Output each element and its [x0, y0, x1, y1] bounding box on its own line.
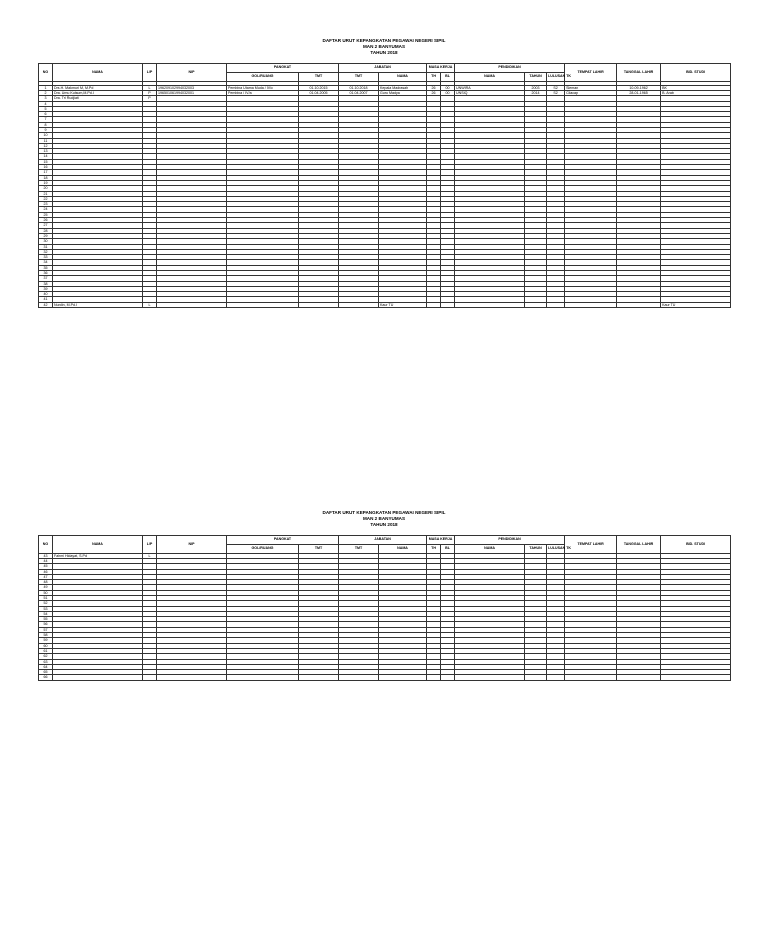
col-masa-kerja: MASA KERJA	[427, 535, 455, 544]
cell-no: 46	[39, 569, 53, 574]
cell-tmt	[299, 675, 339, 680]
cell-jab_tmt	[339, 302, 379, 307]
cell-no: 58	[39, 633, 53, 638]
col-bl: BL	[441, 72, 455, 81]
cell-jab_nama: Guru Madya	[379, 90, 427, 95]
cell-pend_nama	[455, 302, 525, 307]
cell-no: 18	[39, 175, 53, 180]
title-line-2: MAN 2 BANYUMAS	[362, 516, 406, 522]
table-body-2	[39, 553, 731, 680]
document-title	[38, 38, 730, 57]
cell-no: 45	[39, 564, 53, 569]
cell-tmt: 01.10.2015	[299, 85, 339, 90]
cell-no: 3	[39, 96, 53, 101]
col-tempat-lahir: TEMPAT LAHIR	[565, 63, 617, 81]
title-line-3: TAHUN 2018	[370, 522, 398, 528]
col-jabatan-nama: NAMA	[379, 72, 427, 81]
cell-no: 35	[39, 265, 53, 270]
cell-th: 26	[427, 85, 441, 90]
cell-tmt	[299, 302, 339, 307]
col-tahun: TAHUN	[525, 544, 547, 553]
cell-no: 42	[39, 302, 53, 307]
cell-no: 56	[39, 622, 53, 627]
cell-pend_nama: UNSIQ	[455, 90, 525, 95]
col-pangkat-tmt: TMT	[299, 72, 339, 81]
cell-th	[427, 302, 441, 307]
cell-tahun: 2003	[525, 85, 547, 90]
col-jabatan: JABATAN	[339, 535, 427, 544]
cell-th: 26	[427, 90, 441, 95]
col-nama: NAMA	[53, 535, 143, 553]
staff-table-2	[38, 535, 731, 681]
col-pendidikan: PENDIDIKAN	[455, 63, 565, 72]
table-row	[39, 302, 731, 307]
col-pendidikan: PENDIDIKAN	[455, 535, 565, 544]
col-jabatan: JABATAN	[339, 63, 427, 72]
cell-no: 27	[39, 223, 53, 228]
cell-th	[427, 675, 441, 680]
col-th: TH	[427, 544, 441, 553]
cell-tgl: 10-09-1962	[617, 85, 661, 90]
cell-no: 64	[39, 664, 53, 669]
cell-lp: L	[143, 85, 157, 90]
cell-lp: L	[143, 302, 157, 307]
cell-nip: 196501061994032001	[157, 90, 227, 95]
cell-bid: Kaur TU	[661, 302, 731, 307]
cell-tgl	[617, 675, 661, 680]
cell-jab_nama: Kepala Madrasah	[379, 85, 427, 90]
cell-tempat	[565, 302, 617, 307]
cell-gol: Pembina Utama Muda / IV/c	[227, 85, 299, 90]
cell-no: 66	[39, 675, 53, 680]
cell-no: 1	[39, 85, 53, 90]
cell-no: 65	[39, 670, 53, 675]
cell-no: 7	[39, 117, 53, 122]
cell-no: 62	[39, 654, 53, 659]
cell-no: 44	[39, 558, 53, 563]
col-nama: NAMA	[53, 63, 143, 81]
cell-jab_tmt: 01.04.2007	[339, 90, 379, 95]
cell-nama	[53, 675, 143, 680]
cell-tk: S2	[547, 90, 565, 95]
col-lp: L/P	[143, 63, 157, 81]
cell-no: 14	[39, 154, 53, 159]
cell-no: 24	[39, 207, 53, 212]
col-pend-nama: NAMA	[455, 544, 525, 553]
cell-no: 15	[39, 159, 53, 164]
cell-no: 50	[39, 590, 53, 595]
cell-no: 25	[39, 212, 53, 217]
cell-no: 29	[39, 233, 53, 238]
cell-no: 52	[39, 601, 53, 606]
cell-tahun: 2014	[525, 90, 547, 95]
cell-no: 43	[39, 553, 53, 558]
cell-nip	[157, 302, 227, 307]
cell-pend_nama	[455, 675, 525, 680]
cell-jab_tmt: 01.10.2018	[339, 85, 379, 90]
cell-no: 49	[39, 585, 53, 590]
cell-gol	[227, 675, 299, 680]
document-title-2	[38, 510, 730, 529]
col-nip: NIP	[157, 63, 227, 81]
table-row	[39, 675, 731, 680]
cell-no: 19	[39, 180, 53, 185]
cell-no: 36	[39, 271, 53, 276]
cell-nama: Drs.H. Makmuri M, M.Pd	[53, 85, 143, 90]
col-bid-studi: BID. STUDI	[661, 63, 731, 81]
cell-no: 40	[39, 292, 53, 297]
cell-no: 2	[39, 90, 53, 95]
cell-tk	[547, 302, 565, 307]
title-line-1: DAFTAR URUT KEPANGKATAN PEGAWAI NEGERI SIPIL	[322, 510, 446, 515]
cell-bid: B. Arab	[661, 90, 731, 95]
cell-nama: Dra. Umu Kulsum,M.Pd.I	[53, 90, 143, 95]
title-line-1: DAFTAR URUT KEPANGKATAN PEGAWAI NEGERI SIPIL	[322, 38, 446, 43]
cell-bl	[441, 302, 455, 307]
cell-no: 22	[39, 196, 53, 201]
cell-tahun	[525, 302, 547, 307]
cell-no: 32	[39, 249, 53, 254]
cell-tmt: 01.04.2005	[299, 90, 339, 95]
cell-nip	[157, 675, 227, 680]
cell-no: 51	[39, 595, 53, 600]
cell-lp: L	[143, 553, 157, 558]
cell-no: 4	[39, 101, 53, 106]
sheet-page-1	[38, 38, 730, 308]
cell-pend_nama: UNWIRA	[455, 85, 525, 90]
cell-no: 10	[39, 133, 53, 138]
cell-no: 11	[39, 138, 53, 143]
cell-no: 31	[39, 244, 53, 249]
col-pangkat: PANGKAT	[227, 535, 339, 544]
col-nip: NIP	[157, 535, 227, 553]
col-tempat-lahir: TEMPAT LAHIR	[565, 535, 617, 553]
cell-no: 59	[39, 638, 53, 643]
cell-bid	[661, 675, 731, 680]
cell-no: 38	[39, 281, 53, 286]
col-lulusan: LULUSAN TK	[547, 544, 565, 553]
cell-no: 54	[39, 611, 53, 616]
cell-lp	[143, 675, 157, 680]
cell-no: 23	[39, 202, 53, 207]
col-lulusan: LULUSAN TK	[547, 72, 565, 81]
col-jabatan-nama: NAMA	[379, 544, 427, 553]
cell-no: 53	[39, 606, 53, 611]
col-lp: L/P	[143, 535, 157, 553]
cell-no: 5	[39, 106, 53, 111]
cell-tahun	[525, 675, 547, 680]
cell-nip: 196209102994032003	[157, 85, 227, 90]
cell-no: 13	[39, 149, 53, 154]
cell-gol: Pembina / IV/a	[227, 90, 299, 95]
col-tanggal-lahir: TANGGAL LAHIR	[617, 63, 661, 81]
cell-no: 39	[39, 286, 53, 291]
col-bid-studi: BID. STUDI	[661, 535, 731, 553]
cell-no: 17	[39, 170, 53, 175]
col-golruang: GOL/RUANG	[227, 544, 299, 553]
cell-lp: P	[143, 90, 157, 95]
col-no: NO	[39, 535, 53, 553]
cell-no: 37	[39, 276, 53, 281]
cell-nama: Fahmi Hidayat, S.Pd	[53, 553, 143, 558]
cell-no: 47	[39, 574, 53, 579]
cell-tk: S2	[547, 85, 565, 90]
cell-nama: Dra. Tri Rudjiati	[53, 96, 143, 101]
cell-bl: 00	[441, 85, 455, 90]
col-pend-nama: NAMA	[455, 72, 525, 81]
cell-no: 41	[39, 297, 53, 302]
cell-bid: BK	[661, 85, 731, 90]
col-masa-kerja: MASA KERJA	[427, 63, 455, 72]
cell-tgl: 28-01-1965	[617, 90, 661, 95]
cell-jab_nama: Kaur TU	[379, 302, 427, 307]
cell-no: 20	[39, 186, 53, 191]
col-th: TH	[427, 72, 441, 81]
table-header-2	[39, 535, 731, 553]
cell-no: 34	[39, 260, 53, 265]
cell-tempat: Sleman	[565, 85, 617, 90]
col-jabatan-tmt: TMT	[339, 544, 379, 553]
cell-no: 33	[39, 255, 53, 260]
col-pangkat: PANGKAT	[227, 63, 339, 72]
cell-no: 16	[39, 165, 53, 170]
cell-no: 57	[39, 627, 53, 632]
cell-tempat	[565, 675, 617, 680]
cell-no: 30	[39, 239, 53, 244]
cell-tgl	[617, 302, 661, 307]
cell-no: 21	[39, 191, 53, 196]
cell-no: 6	[39, 112, 53, 117]
cell-no: 9	[39, 127, 53, 132]
cell-tk	[547, 675, 565, 680]
cell-lp: P	[143, 96, 157, 101]
cell-no: 55	[39, 617, 53, 622]
col-jabatan-tmt: TMT	[339, 72, 379, 81]
cell-no: 26	[39, 218, 53, 223]
cell-no: 12	[39, 143, 53, 148]
title-line-2: MAN 2 BANYUMAS	[362, 44, 406, 50]
cell-bl: 00	[441, 90, 455, 95]
col-tahun: TAHUN	[525, 72, 547, 81]
staff-table-1	[38, 63, 731, 308]
cell-no: 48	[39, 580, 53, 585]
col-golruang: GOL/RUANG	[227, 72, 299, 81]
cell-gol	[227, 302, 299, 307]
col-bl: BL	[441, 544, 455, 553]
cell-no: 61	[39, 648, 53, 653]
cell-jab_nama	[379, 675, 427, 680]
cell-nama: Nurdin, M.Pd.I	[53, 302, 143, 307]
table-header-1	[39, 63, 731, 85]
cell-bl	[441, 675, 455, 680]
cell-no: 60	[39, 643, 53, 648]
title-line-3: TAHUN 2018	[370, 50, 398, 56]
cell-no: 63	[39, 659, 53, 664]
col-no: NO	[39, 63, 53, 81]
table-body-1	[39, 85, 731, 307]
cell-tempat: Cilacap	[565, 90, 617, 95]
sheet-page-2	[38, 510, 730, 681]
col-tanggal-lahir: TANGGAL LAHIR	[617, 535, 661, 553]
col-pangkat-tmt: TMT	[299, 544, 339, 553]
cell-no: 28	[39, 228, 53, 233]
cell-no: 8	[39, 122, 53, 127]
cell-jab_tmt	[339, 675, 379, 680]
